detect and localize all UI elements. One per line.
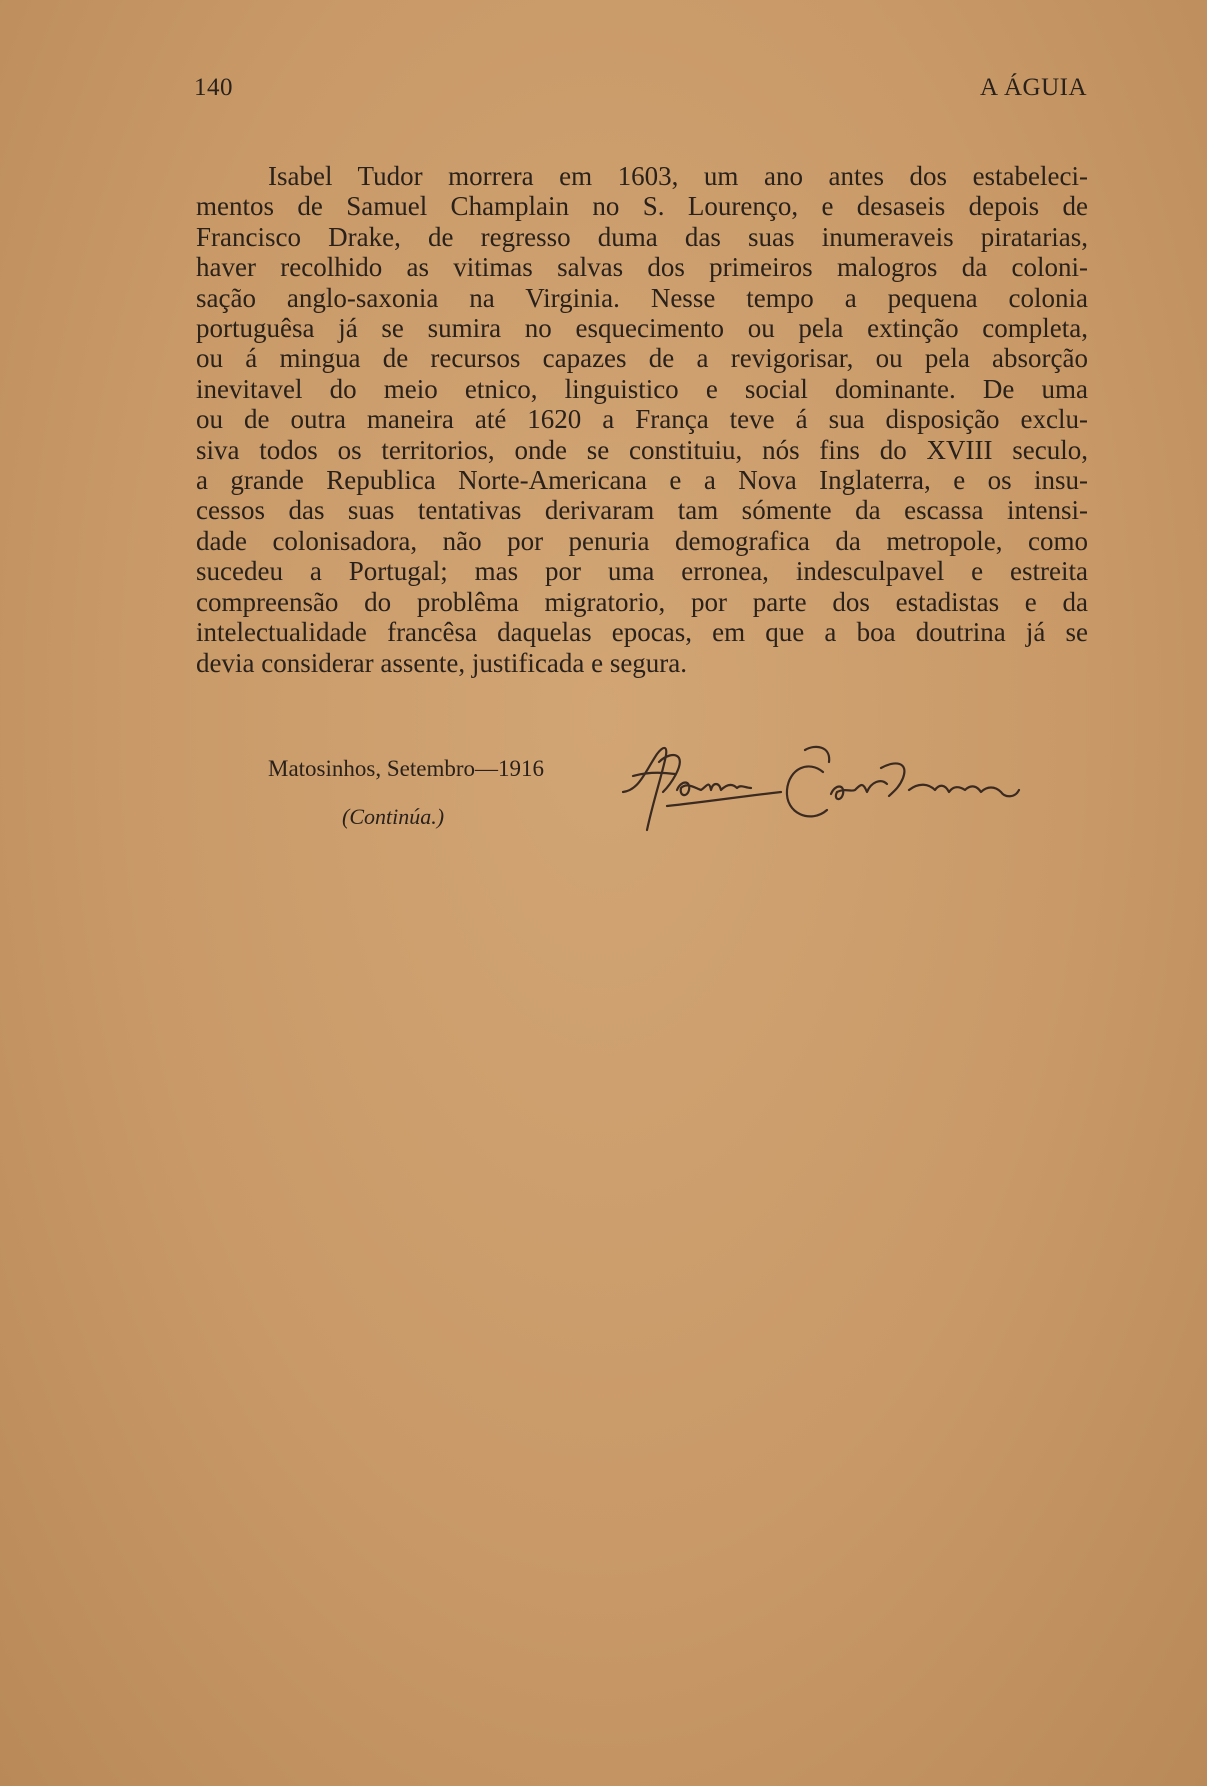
paragraph-line: ou á mingua de recursos capazes de a revigorisar, ou pela absorção xyxy=(196,343,1088,374)
paragraph-line: inevitavel do meio etnico, linguistico e social dominante. De uma xyxy=(196,373,1088,404)
paragraph-line: sação anglo-saxonia na Virginia. Nesse tempo a pequena colonia xyxy=(196,282,1088,313)
handwritten-signature xyxy=(605,732,1085,852)
paragraph-line: Isabel Tudor morrera em 1603, um ano antes dos estabeleci- xyxy=(268,161,1088,191)
paragraph-line: intelectualidade francêsa daquelas epocas, em que a boa doutrina já se xyxy=(196,617,1088,648)
running-head-title: A ÁGUIA xyxy=(980,74,1087,101)
paragraph-line: sucedeu a Portugal; mas por uma erronea, indesculpavel e estreita xyxy=(196,556,1088,587)
paragraph-line: mentos de Samuel Champlain no S. Lourenço, e desaseis depois de xyxy=(196,191,1088,222)
paragraph-line: a grande Republica Norte-Americana e a Nova Inglaterra, e os insu- xyxy=(196,465,1088,496)
paragraph-line: cessos das suas tentativas derivaram tam sómente da escassa intensi- xyxy=(196,495,1088,526)
paragraph-line: Francisco Drake, de regresso duma das suas inumeraveis piratarias, xyxy=(196,221,1088,252)
paragraph-line: siva todos os territorios, onde se constituiu, nós fins do XVIII seculo, xyxy=(196,434,1088,465)
paragraph-line: haver recolhido as vitimas salvas dos primeiros malogros da coloni- xyxy=(196,252,1088,283)
page-number: 140 xyxy=(194,74,233,101)
paragraph-line: dade colonisadora, não por penuria demografica da metropole, como xyxy=(196,525,1088,556)
place-date: Matosinhos, Setembro—1916 xyxy=(268,756,544,781)
paragraph-line: portuguêsa já se sumira no esquecimento ou pela extinção completa, xyxy=(196,313,1088,344)
paragraph-line: devia considerar assente, justificada e segura. xyxy=(196,647,688,678)
body-paragraph xyxy=(196,161,1088,678)
continues-note: (Continúa.) xyxy=(342,804,445,829)
paragraph-line: compreensão do problêma migratorio, por parte dos estadistas e da xyxy=(196,586,1088,617)
paragraph-line: ou de outra maneira até 1620 a França teve á sua disposição exclu- xyxy=(196,404,1088,435)
